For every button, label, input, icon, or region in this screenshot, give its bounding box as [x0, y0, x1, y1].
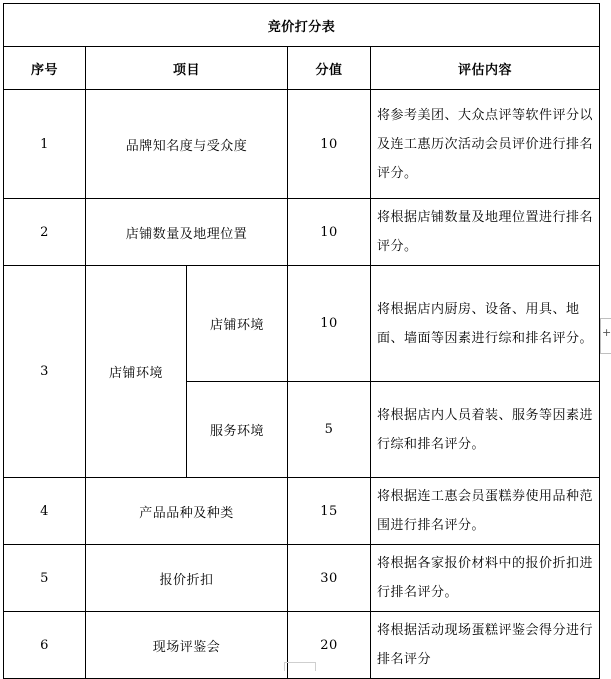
row-item: 报价折扣: [86, 545, 288, 612]
table-row: [4, 199, 600, 266]
row-content: 将根据店铺数量及地理位置进行排名评分。: [371, 199, 600, 266]
row-score: 20: [288, 612, 371, 679]
row-index: 1: [4, 90, 86, 199]
table-row: [4, 90, 600, 199]
row-score: 10: [288, 266, 371, 382]
table-title: 竞价打分表: [4, 4, 600, 47]
row-score: 10: [288, 90, 371, 199]
row-item: 品牌知名度与受众度: [86, 90, 288, 199]
row-subitem: 服务环境: [187, 382, 288, 478]
row-index: 6: [4, 612, 86, 679]
header-item: 项目: [86, 47, 288, 90]
row-item: 店铺环境: [86, 266, 187, 478]
table-row: [4, 478, 600, 545]
row-content: 将根据各家报价材料中的报价折扣进行排名评分。: [371, 545, 600, 612]
scoring-sheet: [3, 3, 599, 679]
table-row: [4, 266, 600, 382]
row-content: 将根据连工惠会员蛋糕券使用品种范围进行排名评分。: [371, 478, 600, 545]
row-content: 将根据店内厨房、设备、用具、地面、墙面等因素进行综和排名评分。: [371, 266, 600, 382]
row-content: 将参考美团、大众点评等软件评分以及连工惠历次活动会员评价进行排名评分。: [371, 90, 600, 199]
header-content: 评估内容: [371, 47, 600, 90]
row-index: 2: [4, 199, 86, 266]
bidding-score-table: [3, 3, 600, 679]
row-score: 30: [288, 545, 371, 612]
row-item: 店铺数量及地理位置: [86, 199, 288, 266]
table-header-row: [4, 47, 600, 90]
row-item: 产品品种及种类: [86, 478, 288, 545]
row-index: 5: [4, 545, 86, 612]
header-index: 序号: [4, 47, 86, 90]
row-score: 15: [288, 478, 371, 545]
row-score: 10: [288, 199, 371, 266]
table-bottom-handle[interactable]: [284, 662, 316, 671]
table-row: [4, 545, 600, 612]
add-column-icon[interactable]: +: [602, 326, 611, 339]
row-subitem: 店铺环境: [187, 266, 288, 382]
row-score: 5: [288, 382, 371, 478]
row-content: 将根据店内人员着装、服务等因素进行综和排名评分。: [371, 382, 600, 478]
table-title-row: [4, 4, 600, 47]
row-content: 将根据活动现场蛋糕评鉴会得分进行排名评分: [371, 612, 600, 679]
header-score: 分值: [288, 47, 371, 90]
row-index: 3: [4, 266, 86, 478]
row-index: 4: [4, 478, 86, 545]
row-item: 现场评鉴会: [86, 612, 288, 679]
